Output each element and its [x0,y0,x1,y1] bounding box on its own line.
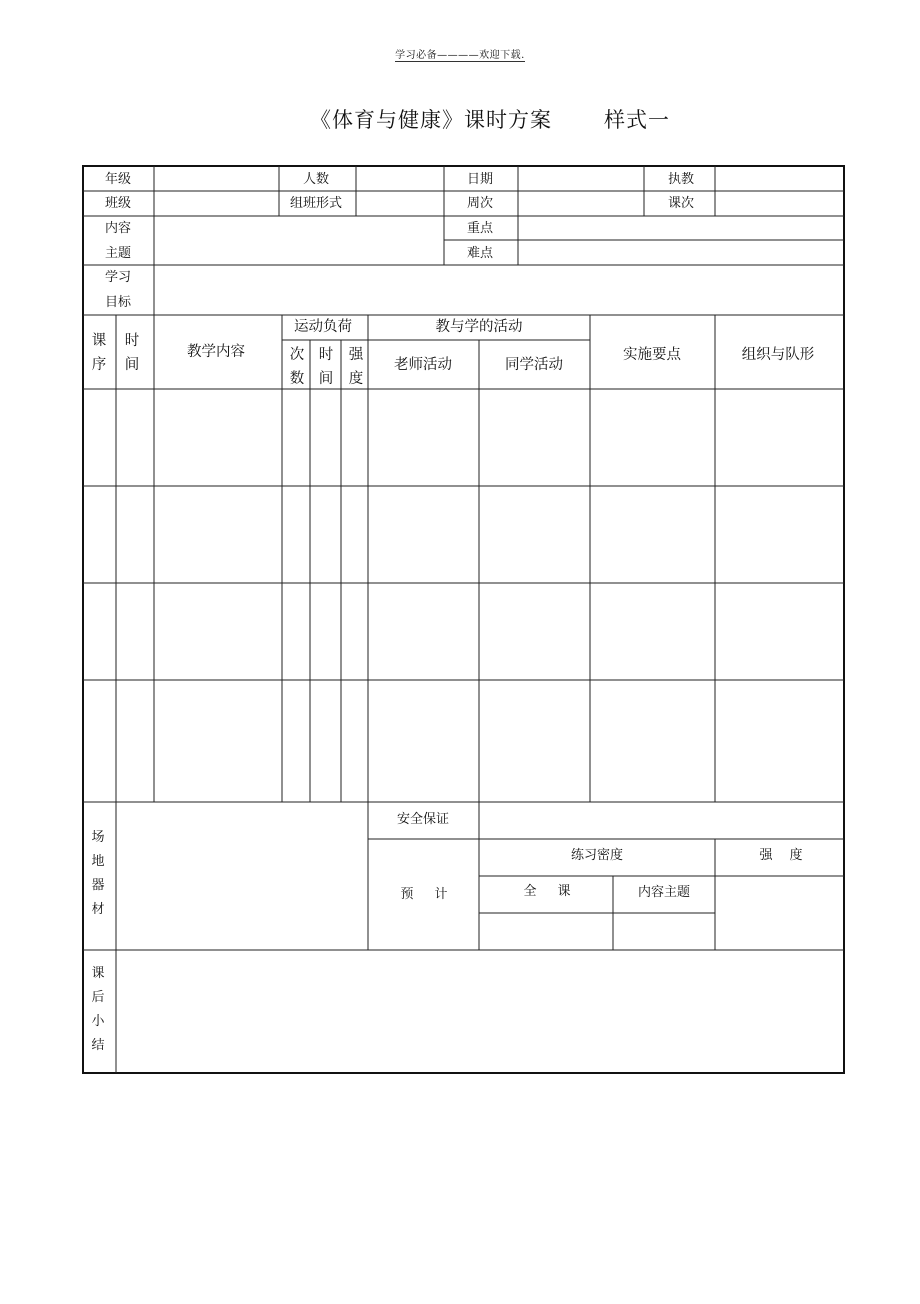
label-whole-b: 课 [557,884,571,899]
label-venue: 场地器材 [91,830,105,917]
col-duration: 时间 [318,347,334,387]
label-class: 班级 [104,196,132,211]
label-difficulty: 难点 [466,246,494,261]
label-content-1: 内容 [104,221,132,236]
label-grade: 年级 [104,172,132,187]
label-summary: 课后小结 [91,966,105,1053]
label-goal-2: 目标 [104,295,132,310]
col-time: 时间 [124,333,140,373]
col-order: 课序 [91,333,107,373]
col-intensity: 强度 [348,347,364,387]
col-teacher-activity: 老师活动 [394,357,452,373]
label-estimate-a: 预 [400,887,414,902]
label-strength-a: 强 [759,848,773,863]
col-teaching-content: 教学内容 [187,344,245,360]
document-title [0,104,920,134]
title-style: 样式一 [604,108,670,132]
label-lesson-no: 课次 [667,196,695,211]
label-people: 人数 [302,172,330,187]
label-key-point: 重点 [466,221,494,236]
label-content-2: 主题 [104,246,132,261]
col-times: 次数 [289,347,305,387]
label-density: 练习密度 [570,848,624,863]
label-goal-1: 学习 [104,270,132,285]
title-main: 《体育与健康》课时方案 [310,108,552,132]
label-date: 日期 [466,172,494,187]
label-safety: 安全保证 [396,812,450,827]
table-frame [83,166,844,1073]
label-teacher: 执教 [667,172,695,187]
col-organization: 组织与队形 [741,347,815,363]
page-header: 学习必备————欢迎下载. [395,50,525,61]
label-estimate-b: 计 [434,887,448,902]
label-content-topic: 内容主题 [637,885,691,900]
label-whole-a: 全 [523,884,537,899]
label-strength-b: 度 [789,848,803,863]
col-key-points: 实施要点 [623,347,681,363]
col-exercise-load: 运动负荷 [294,319,352,335]
label-week: 周次 [466,196,494,211]
label-grouping: 组班形式 [289,196,343,211]
col-activities: 教与学的活动 [435,319,523,335]
col-student-activity: 同学活动 [505,357,563,373]
